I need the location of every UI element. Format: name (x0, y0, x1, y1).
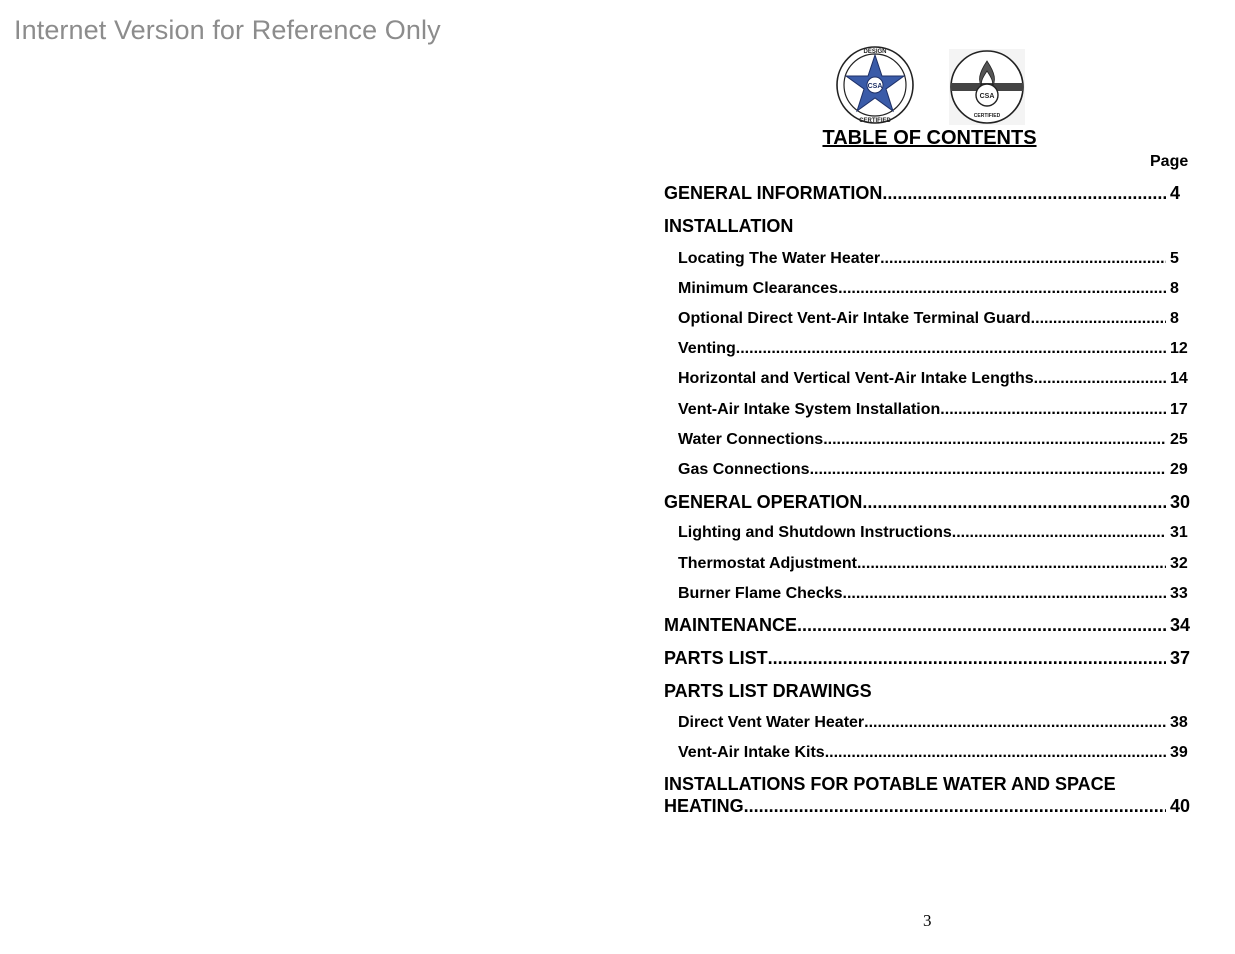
toc-entry-label: Locating The Water Heater (678, 250, 881, 267)
csa-certified-flame-seal-icon (949, 49, 1025, 125)
dot-leader (940, 401, 1166, 419)
dot-leader (823, 431, 1166, 449)
toc-entry-page: 14 (1170, 370, 1188, 387)
toc-entry-label: Gas Connections (678, 461, 810, 478)
dot-leader (952, 524, 1166, 542)
toc-entry-locating[interactable] (664, 250, 1194, 268)
toc-entry-label: HEATING (664, 796, 744, 816)
toc-entry-general-operation[interactable] (664, 492, 1194, 513)
toc-heading-parts-list-drawings: PARTS LIST DRAWINGS (664, 681, 872, 701)
toc-entry-burner[interactable] (664, 585, 1194, 603)
toc-entry-label: Horizontal and Vertical Vent-Air Intake Lengths (678, 370, 1034, 387)
toc-entry-maintenance[interactable] (664, 615, 1194, 636)
toc-entry-label: GENERAL INFORMATION (664, 183, 883, 203)
design-certified-star-seal-icon (835, 45, 915, 125)
toc-entry-page: 12 (1170, 340, 1188, 357)
toc-entry-potable-title-line: INSTALLATIONS FOR POTABLE WATER AND SPACE (664, 774, 1116, 794)
toc-entry-gas-connections[interactable] (664, 461, 1194, 479)
toc-entry-intake-system[interactable] (664, 401, 1194, 419)
dot-leader (810, 461, 1166, 479)
dot-leader (744, 796, 1166, 817)
toc-entry-direct-vent[interactable] (664, 714, 1194, 732)
toc-entry-minimum-clearances[interactable] (664, 280, 1194, 298)
toc-entry-page: 5 (1170, 250, 1179, 267)
toc-entry-label: PARTS LIST (664, 648, 768, 668)
toc-entry-thermostat[interactable] (664, 555, 1194, 573)
toc-entry-label: Venting (678, 340, 736, 357)
svg-text:CERTIFIED: CERTIFIED (973, 113, 1001, 119)
toc-entry-terminal-guard[interactable] (664, 310, 1194, 328)
toc-entry-label: Burner Flame Checks (678, 585, 843, 602)
toc-entry-page: 4 (1170, 183, 1181, 203)
toc-entry-lighting[interactable] (664, 524, 1194, 542)
dot-leader (736, 340, 1166, 358)
toc-entry-page: 29 (1170, 461, 1188, 478)
toc-entry-label: Minimum Clearances (678, 280, 839, 297)
dot-leader (838, 280, 1166, 298)
dot-leader (1034, 370, 1166, 388)
toc-entry-page: 8 (1170, 280, 1179, 297)
toc-title: TABLE OF CONTENTS (822, 127, 1037, 149)
toc-entry-page: 30 (1170, 492, 1191, 512)
dot-leader (797, 615, 1166, 636)
toc-entry-intake-lengths[interactable] (664, 370, 1194, 388)
dot-leader (843, 585, 1166, 603)
toc-entry-water-connections[interactable] (664, 431, 1194, 449)
page-column-header: Page (1150, 153, 1189, 170)
dot-leader (1031, 310, 1166, 328)
toc-entry-potable-water-space-heating[interactable] (664, 796, 1194, 817)
toc-entry-page: 40 (1170, 796, 1191, 816)
page-number: 3 (923, 911, 932, 930)
watermark-text: Internet Version for Reference Only (14, 15, 441, 45)
toc-entry-label: Direct Vent Water Heater (678, 714, 865, 731)
toc-entry-page: 37 (1170, 648, 1191, 668)
toc-heading-installation: INSTALLATION (664, 216, 794, 236)
toc-entry-label: GENERAL OPERATION (664, 492, 863, 512)
certification-logos (835, 45, 1035, 127)
toc-entry-page: 38 (1170, 714, 1188, 731)
dot-leader (862, 492, 1166, 513)
toc-entry-label: Thermostat Adjustment (678, 555, 857, 572)
toc-entry-page: 34 (1170, 615, 1191, 635)
svg-text:CSA: CSA (867, 83, 883, 90)
dot-leader (857, 555, 1166, 573)
toc-entry-label: Vent-Air Intake System Installation (678, 401, 941, 418)
toc-entry-label: Vent-Air Intake Kits (678, 744, 825, 761)
toc-entry-page: 8 (1170, 310, 1179, 327)
dot-leader (882, 183, 1166, 204)
toc-entry-page: 25 (1170, 431, 1188, 448)
toc-entry-page: 31 (1170, 524, 1188, 541)
dot-leader (825, 744, 1166, 762)
toc-entry-page: 33 (1170, 585, 1188, 602)
toc-entry-venting[interactable] (664, 340, 1194, 358)
svg-text:DESIGN: DESIGN (863, 49, 887, 55)
dot-leader (864, 714, 1166, 732)
toc-entry-page: 17 (1170, 401, 1188, 418)
toc-entry-label: Optional Direct Vent-Air Intake Terminal Guard (678, 310, 1031, 327)
toc-entry-parts-list[interactable] (664, 648, 1194, 669)
dot-leader (768, 648, 1166, 669)
svg-text:CSA: CSA (979, 93, 995, 100)
toc-entry-general-information[interactable] (664, 183, 1194, 204)
toc-entry-label: MAINTENANCE (664, 615, 797, 635)
svg-text:CERTIFIED: CERTIFIED (859, 118, 891, 124)
toc-entry-page: 32 (1170, 555, 1188, 572)
dot-leader (880, 250, 1166, 268)
toc-entry-intake-kits[interactable] (664, 744, 1194, 762)
toc-entry-page: 39 (1170, 744, 1188, 761)
toc-entry-label: Lighting and Shutdown Instructions (678, 524, 952, 541)
toc-entry-label: Water Connections (678, 431, 824, 448)
